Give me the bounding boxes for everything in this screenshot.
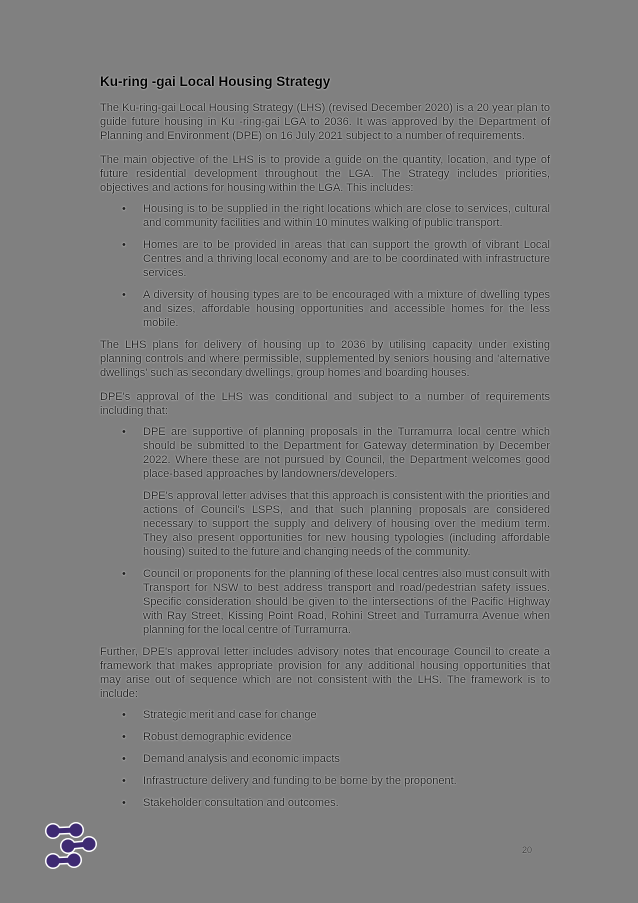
list-item-continuation: DPE's approval letter advises that this approach is consistent with the priorities and actions of Council's LSPS, and that such planning proposals are considered necessary to support the supply and delivery of housing over the medium term. They also present opportunities for new housing typologies (including affordable housing) suited to the future and changing needs of the community. — [143, 490, 550, 558]
page-number: 20 — [522, 845, 533, 855]
document-body — [100, 74, 550, 818]
list-item: • Housing is to be supplied in the right locations which are close to services, cultural and community facilities and within 10 minutes walking of public transport. — [143, 202, 550, 230]
intro-paragraph-2: The main objective of the LHS is to provide a guide on the quantity, location, and type of future residential development throughout the LGA. The Strategy includes priorities, objectives and actions for housing within the LGA. This includes: — [100, 154, 550, 194]
framework-paragraph: Further, DPE's approval letter includes advisory notes that encourage Council to create a framework that makes appropriate provision for any additional housing opportunities that may arise out of sequence which are not consistent with the LHS. The framework is to include: — [100, 646, 550, 700]
list-item: • Strategic merit and case for change — [143, 708, 550, 722]
list-item: • DPE are supportive of planning proposals in the Turramurra local centre which should be submitted to the Department for Gateway determination by December 2022. Where these are not pursued by Council, the Department welcomes good place-based approaches by landowners/developers. — [143, 425, 550, 481]
list-item: • Council or proponents for the planning of these local centres also must consult with Transport for NSW to best address transport and road/pedestrian safety issues. Specific consideration should be given to the intersections of the Pacific Highway with Ray Street, Kissing Point Road, Rohini Street and Turramurra Avenue when planning for the local centre of Turramurra. — [143, 567, 550, 637]
list-item: • Robust demographic evidence — [143, 730, 550, 744]
council-logo-icon — [44, 820, 100, 874]
list-item: • Homes are to be provided in areas that can support the growth of vibrant Local Centres and a thriving local economy and are to be coordinated with infrastructure services. — [143, 238, 550, 280]
list-item: • Demand analysis and economic impacts — [143, 752, 550, 766]
list-item: • Infrastructure delivery and funding to be borne by the proponent. — [143, 774, 550, 788]
objectives-list — [100, 202, 550, 330]
list-item: • Stakeholder consultation and outcomes. — [143, 796, 550, 810]
section-heading: Ku-ring -gai Local Housing Strategy — [100, 74, 331, 89]
intro-paragraph-1: The Ku-ring-gai Local Housing Strategy (LHS) (revised December 2020) is a 20 year plan to guide future housing in Ku -ring-gai LGA to 2036. It was approved by the Department of Planning and Environment (DPE) on 16 July 2021 subject to a number of requirements. — [100, 102, 550, 142]
approval-paragraph: DPE's approval of the LHS was conditional and subject to a number of requirements including that: — [100, 391, 550, 417]
delivery-paragraph: The LHS plans for delivery of housing up to 2036 by utilising capacity under existing planning controls and where permissible, supplemented by seniors housing and 'alternative dwellings' such as secondary dwellings, group homes and boarding houses. — [100, 339, 550, 379]
list-item: • A diversity of housing types are to be encouraged with a mixture of dwelling types and sizes, affordable housing opportunities and accessible homes for the less mobile. — [143, 288, 550, 330]
requirements-list — [100, 425, 550, 637]
framework-list — [100, 708, 550, 810]
